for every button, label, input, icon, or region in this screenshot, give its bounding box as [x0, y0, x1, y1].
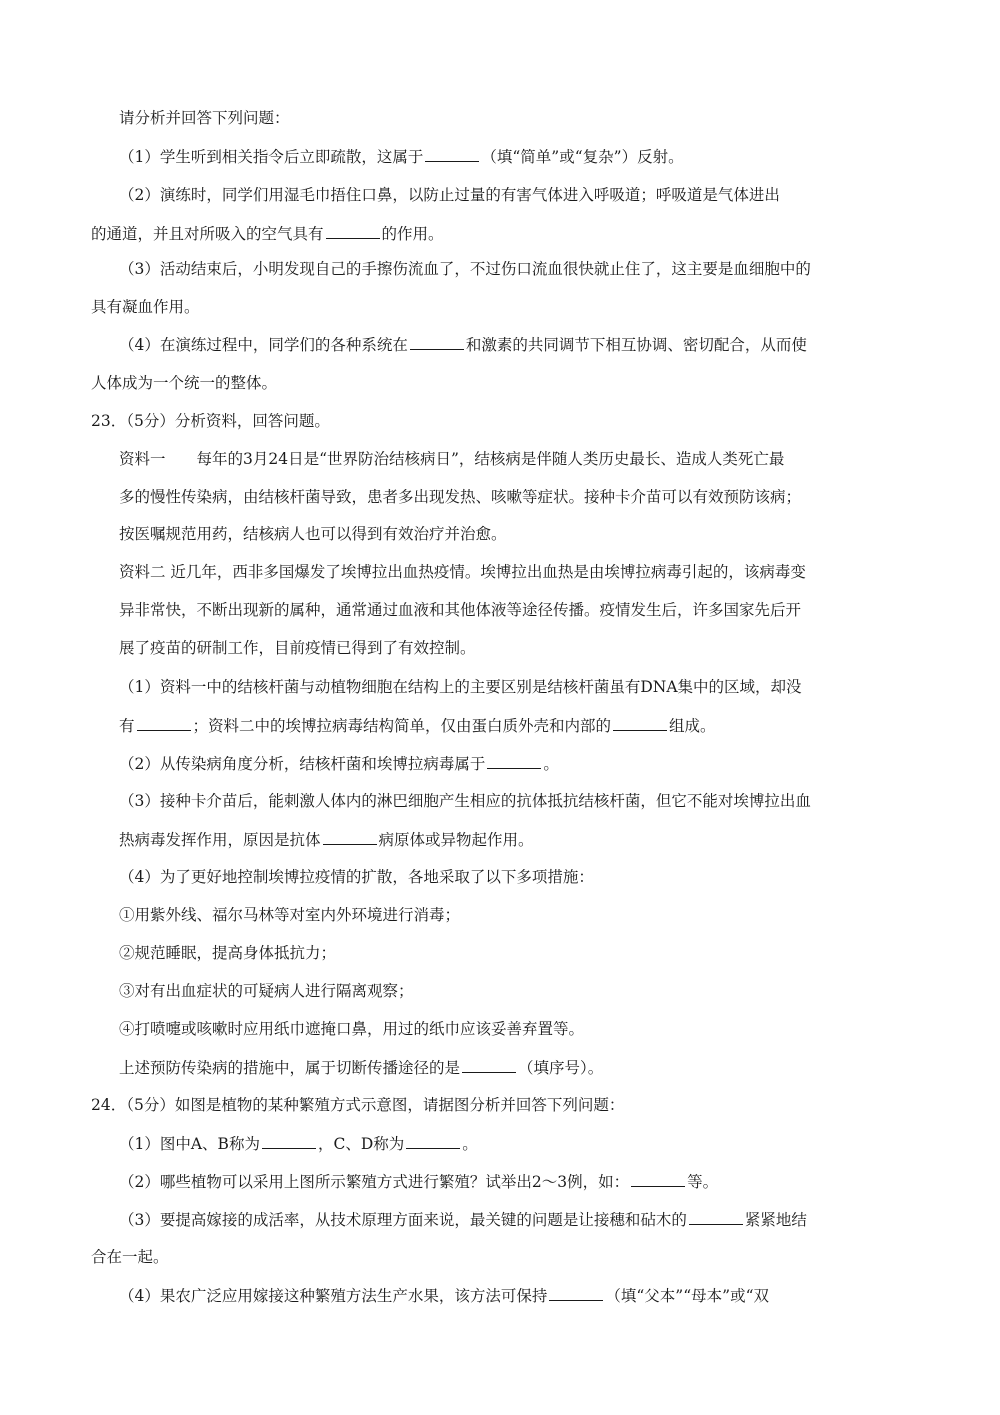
q23-item-3-text-b: 热病毒发挥作用，原因是抗体	[119, 831, 321, 849]
q23-item-5	[119, 1057, 603, 1078]
q22-item-2-line-2	[91, 223, 444, 244]
q23-material-2-line-3: 展了疫苗的研制工作，目前疫情已得到了有效控制。	[119, 639, 476, 657]
q23-material-2-line-2: 异非常快，不断出现新的属种，通常通过血液和其他体液等途径传播。疫情发生后，许多国家先后开	[119, 601, 802, 619]
q22-item-2-text-b: 的通道，并且对所吸入的空气具有	[91, 225, 324, 243]
q23-heading: 23．（5分）分析资料，回答问题。	[91, 412, 330, 430]
q23-item-4: （4）为了更好地控制埃博拉疫情的扩散，各地采取了以下多项措施：	[119, 868, 594, 886]
q23-material-2-line-1: 资料二 近几年，西非多国爆发了埃博拉出血热疫情。埃博拉出血热是由埃博拉病毒引起的，该病毒变	[119, 563, 806, 581]
q24-item-1-text-b: ，C、D称为	[317, 1135, 405, 1153]
q22-item-3-line-2: 具有凝血作用。	[91, 298, 200, 316]
q23-item-1-text-d: 组成。	[669, 717, 716, 735]
q22-item-4-text-b: 和激素的共同调节下相互协调、密切配合，从而使	[465, 336, 807, 354]
q24-item-4-text-a: （4）果农广泛应用嫁接这种繁殖方法生产水果，该方法可保持	[119, 1287, 548, 1305]
q22-item-1	[119, 146, 684, 167]
answer-blank[interactable]	[262, 1133, 316, 1149]
q23-item-3-text-c: 病原体或异物起作用。	[378, 831, 534, 849]
q24-item-3-line-2: 合在一起。	[91, 1248, 169, 1266]
q24-item-4-line-1	[119, 1285, 769, 1306]
q23-material-1-line-2: 多的慢性传染病，由结核杆菌导致，患者多出现发热、咳嗽等症状。接种卡介苗可以有效预防该病；	[119, 488, 802, 506]
q23-item-2-text-b: 。	[543, 755, 559, 773]
q24-item-3-text-a: （3）要提高嫁接的成活率，从技术原理方面来说，最关键的问题是让接穗和砧木的	[119, 1211, 687, 1229]
q23-item-3-line-1: （3）接种卡介苗后，能刺激人体内的淋巴细胞产生相应的抗体抵抗结核杆菌，但它不能对埃博拉出血	[119, 792, 811, 810]
q24-item-1-text-c: 。	[462, 1135, 478, 1153]
answer-blank[interactable]	[425, 146, 479, 162]
q24-heading: 24．（5分）如图是植物的某种繁殖方式示意图，请据图分析并回答下列问题：	[91, 1096, 625, 1114]
q23-option-3: ③对有出血症状的可疑病人进行隔离观察；	[119, 982, 414, 1000]
q23-item-5-text-b: （填序号）。	[518, 1059, 604, 1077]
q23-material-1-line-3: 按医嘱规范用药，结核病人也可以得到有效治疗并治愈。	[119, 525, 507, 543]
q22-item-1-text-a: （1）学生听到相关指令后立即疏散，这属于	[119, 148, 424, 166]
q22-item-2-line-1: （2）演练时，同学们用湿毛巾捂住口鼻，以防止过量的有害气体进入呼吸道；呼吸道是气体进出	[119, 186, 780, 204]
q24-item-1	[119, 1133, 478, 1154]
q23-option-1: ①用紫外线、福尔马林等对室内外环境进行消毒；	[119, 906, 461, 924]
q22-item-4-line-1	[119, 334, 807, 355]
q23-item-2	[119, 753, 559, 774]
q23-item-5-text-a: 上述预防传染病的措施中，属于切断传播途径的是	[119, 1059, 461, 1077]
answer-blank[interactable]	[323, 829, 377, 845]
q23-material-1-line-1: 资料一 每年的3月24日是“世界防治结核病日”，结核病是伴随人类历史最长、造成人类死亡最	[119, 450, 785, 468]
q24-item-3-text-b: 紧紧地结	[744, 1211, 807, 1229]
answer-blank[interactable]	[137, 715, 191, 731]
q22-item-2-text-c: 的作用。	[381, 225, 444, 243]
q22-item-1-text-b: （填“简单”或“复杂”）反射。	[481, 148, 684, 166]
q22-item-4-text-a: （4）在演练过程中，同学们的各种系统在	[119, 336, 408, 354]
answer-blank[interactable]	[462, 1057, 516, 1073]
q22-intro: 请分析并回答下列问题：	[119, 109, 290, 127]
answer-blank[interactable]	[613, 715, 667, 731]
answer-blank[interactable]	[406, 1133, 460, 1149]
answer-blank[interactable]	[487, 753, 541, 769]
answer-blank[interactable]	[326, 223, 380, 239]
q23-item-1-text-c: ；资料二中的埃博拉病毒结构简单，仅由蛋白质外壳和内部的	[192, 717, 612, 735]
q23-option-4: ④打喷嚏或咳嗽时应用纸巾遮掩口鼻，用过的纸巾应该妥善弃置等。	[119, 1020, 585, 1038]
q24-item-2-text-a: （2）哪些植物可以采用上图所示繁殖方式进行繁殖？试举出2～3例，如：	[119, 1173, 630, 1191]
q23-item-3-line-2	[119, 829, 534, 850]
q22-item-4-line-2: 人体成为一个统一的整体。	[91, 374, 278, 392]
answer-blank[interactable]	[549, 1285, 603, 1301]
q23-option-2: ②规范睡眠，提高身体抵抗力；	[119, 944, 337, 962]
q24-item-1-text-a: （1）图中A、B称为	[119, 1135, 260, 1153]
q24-item-3-line-1	[119, 1209, 807, 1230]
q23-item-2-text-a: （2）从传染病角度分析，结核杆菌和埃博拉病毒属于	[119, 755, 486, 773]
q24-item-2	[119, 1171, 718, 1192]
q24-item-4-text-b: （填“父本”“母本”或“双	[605, 1287, 769, 1305]
q23-item-1-line-2	[119, 715, 716, 736]
q22-item-3-line-1: （3）活动结束后，小明发现自己的手擦伤流血了，不过伤口流血很快就止住了，这主要是血细胞中的	[119, 260, 811, 278]
q23-item-1-line-1: （1）资料一中的结核杆菌与动植物细胞在结构上的主要区别是结核杆菌虽有DNA集中的区域，却没	[119, 678, 802, 696]
answer-blank[interactable]	[410, 334, 464, 350]
answer-blank[interactable]	[689, 1209, 743, 1225]
q24-item-2-text-b: 等。	[687, 1173, 719, 1191]
q23-item-1-text-b: 有	[119, 717, 135, 735]
answer-blank[interactable]	[631, 1171, 685, 1187]
